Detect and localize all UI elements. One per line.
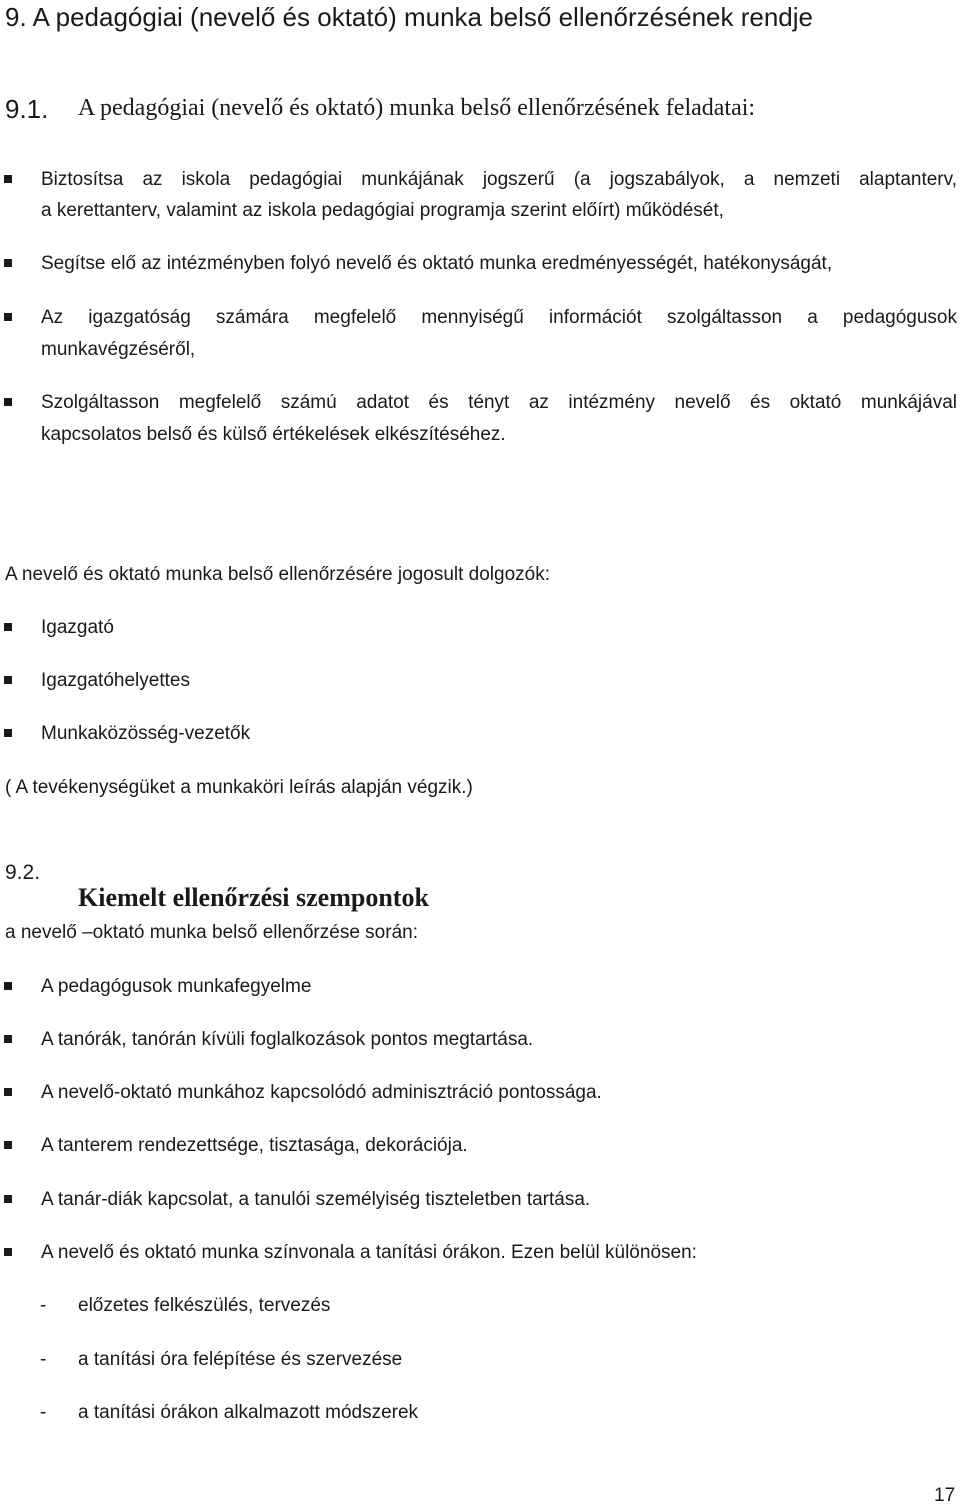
- bullet-marker: [4, 1035, 12, 1043]
- bullet-marker: [4, 1195, 12, 1203]
- dash-marker: -: [40, 1349, 47, 1370]
- authorized-item-3: Munkaközösség-vezetők: [41, 723, 251, 744]
- bullet-marker: [4, 1141, 12, 1149]
- bullet-3-line-2: munkavégzéséről,: [41, 339, 196, 360]
- check-item-1: A pedagógusok munkafegyelme: [41, 976, 312, 997]
- dash-marker: -: [40, 1402, 47, 1423]
- bullet-4-line-1: Szolgáltasson megfelelő számú adatot és tényt az intézmény nevelő és oktató munkájával: [41, 392, 957, 413]
- bullet-4-line-2: kapcsolatos belső és külső értékelések elkészítéséhez.: [41, 424, 506, 445]
- section-9-2-title: Kiemelt ellenőrzési szempontok: [78, 883, 429, 912]
- bullet-marker: [4, 313, 12, 321]
- bullet-marker: [4, 729, 12, 737]
- bullet-marker: [4, 1248, 12, 1256]
- bullet-marker: [4, 982, 12, 990]
- bullet-marker: [4, 623, 12, 631]
- check-item-2: A tanórák, tanórán kívüli foglalkozások pontos megtartása.: [41, 1029, 534, 1050]
- dash-item-2: a tanítási óra felépítése és szervezése: [78, 1349, 403, 1370]
- section-9-1-number: 9.1.: [5, 94, 49, 124]
- bullet-3-line-1: Az igazgatóság számára megfelelő mennyiségű információt szolgáltasson a pedagógusok: [41, 307, 957, 328]
- check-item-3: A nevelő-oktató munkához kapcsolódó adminisztráció pontossága.: [41, 1082, 602, 1103]
- dash-item-3: a tanítási órákon alkalmazott módszerek: [78, 1402, 419, 1423]
- page-number: 17: [934, 1485, 956, 1506]
- main-heading: 9. A pedagógiai (nevelő és oktató) munka belső ellenőrzésének rendje: [5, 2, 813, 32]
- bullet-marker: [4, 259, 12, 267]
- bullet-1-line-2: a kerettanterv, valamint az iskola pedagógiai programja szerint előírt) működését,: [41, 200, 724, 221]
- bullet-1-line-1: Biztosítsa az iskola pedagógiai munkájának jogszerű (a jogszabályok, a nemzeti alaptanterv,: [41, 169, 957, 190]
- bullet-marker: [4, 175, 12, 183]
- bullet-marker: [4, 398, 12, 406]
- authorized-item-2: Igazgatóhelyettes: [41, 670, 190, 691]
- section-9-1-title: A pedagógiai (nevelő és oktató) munka belső ellenőrzésének feladatai:: [78, 95, 756, 121]
- check-item-5: A tanár-diák kapcsolat, a tanulói személyiség tiszteletben tartása.: [41, 1189, 591, 1210]
- bullet-2-line-1: Segítse elő az intézményben folyó nevelő és oktató munka eredményességét, hatékonyságát,: [41, 253, 833, 274]
- section-9-2-number: 9.2.: [5, 861, 41, 884]
- section-9-2-subtitle: a nevelő –oktató munka belső ellenőrzése során:: [5, 922, 418, 943]
- dash-marker: -: [40, 1295, 47, 1316]
- authorized-intro: A nevelő és oktató munka belső ellenőrzésére jogosult dolgozók:: [5, 564, 551, 585]
- authorized-item-1: Igazgató: [41, 617, 114, 638]
- check-item-6: A nevelő és oktató munka színvonala a tanítási órákon. Ezen belül különösen:: [41, 1242, 697, 1263]
- authorized-note: ( A tevékenységüket a munkaköri leírás alapján végzik.): [5, 777, 473, 798]
- bullet-marker: [4, 676, 12, 684]
- dash-item-1: előzetes felkészülés, tervezés: [78, 1295, 331, 1316]
- check-item-4: A tanterem rendezettsége, tisztasága, dekorációja.: [41, 1135, 468, 1156]
- bullet-marker: [4, 1088, 12, 1096]
